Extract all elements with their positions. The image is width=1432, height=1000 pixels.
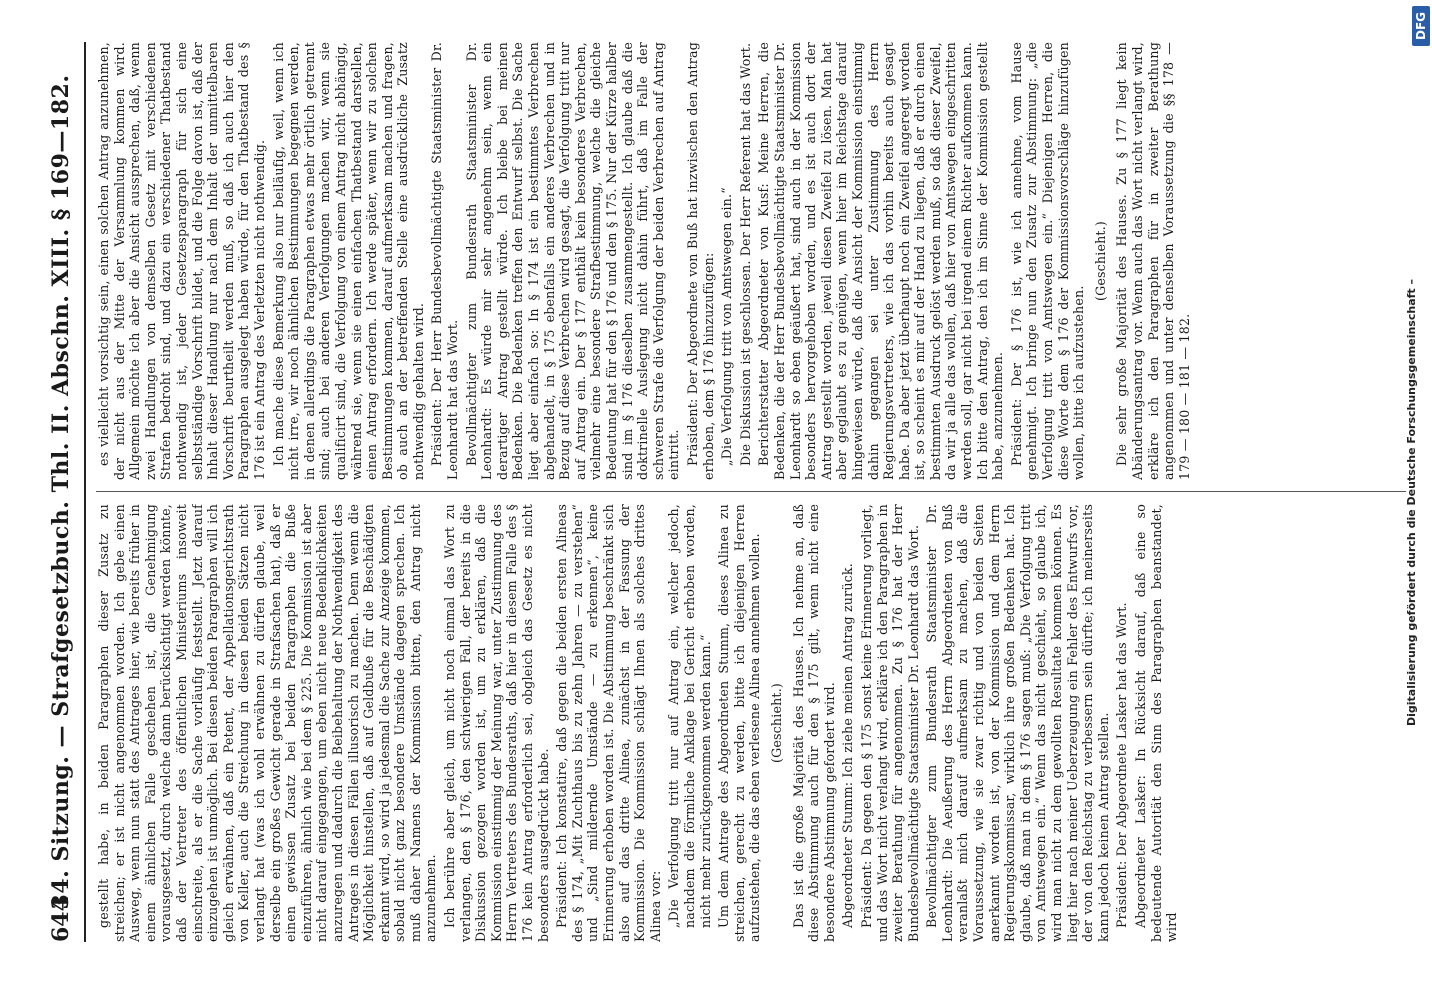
paragraph: es vielleicht vorsichtig sein, einen solchen Antrag anzunehmen, der nicht aus der Mitte der Versammlung kommen wird. Allgemein möchte ich aber die Ansicht aussprechen, daß, wenn zwei Handlungen von demselben Gesetz mit verschiedenen Strafen bedroht sind, und dazu ein verschiedener Thatbestand nothwendig ist, jeder Gesetzesparagraph für sich eine selbstständige Vorschrift bildet, und die Folge davon ist, daß der Inhalt dieser Handlung nur nach dem Inhalt der unmittelbaren Vorschrift beurtheilt werden muß, so daß ich auch hier den Paragraphen ausgelegt haben würde, für den Thatbestand des § 176 ist ein Antrag des Verletzten nicht nothwendig. — [96, 42, 267, 480]
column-divider — [96, 492, 1406, 493]
paragraph: Die Diskussion ist geschlossen. Der Herr Referent hat das Wort. — [737, 42, 753, 466]
quotation: „Die Verfolgung tritt nur auf Antrag ein, welcher jedoch, nachdem die förmliche Anklage bei Gericht erhoben worden, nicht mehr zurückgenommen werden kann.“ — [666, 504, 713, 928]
dfg-logo-text: DFG — [1414, 12, 1428, 41]
paragraph: Ich mache diese Bemerkung also nur beiläufig, weil, wenn ich nicht irre, wir noch ähnlichen Bestimmungen begegnen werden, in denen allerdings die Paragraphen etwas mehr örtlich getrennt sind; auch bei anderen Verfolgungen machen wir, wenn sie qualificirt sind, die Verfolgung von einem Antrag nicht abhängig, während sie, wenn sie einen einfachen Thatbestand darstellen, einen Antrag erfordern. Ich werde später, wenn wir zu solchen Bestimmungen kommen, darauf aufmerksam machen und fragen, ob auch an der betreffenden Stelle eine ausdrückliche Zusatz nothwendig gehalten wird. — [270, 42, 426, 480]
page-number: 644 — [48, 896, 74, 942]
watermark-text: Digitalisierung gefördert durch die Deutsche Forschungsgemeinschaft – — [1405, 279, 1418, 726]
paragraph: Präsident: Der § 176 ist, wie ich annehme, vom Hause genehmigt. Ich bringe nun den Zusatz zur Abstimmung: „die Verfolgung tritt von Amtswegen ein.“ Diejenigen Herren, die diese Worte dem § 176 der Kommissionsvorschläge hinzufügen wollen, bitte ich aufzustehen. — [1008, 42, 1087, 480]
paragraph: gestellt habe, in beiden Paragraphen dieser Zusatz zu streichen; er ist nicht angenommen worden. Ich gebe einen Ausweg, wenn nun statt des Antrages hier, wie bereits früher in einem ähnlichen Falle geschehen ist, die Genehmigung vorausgesetzt, durch welche dann berücksichtigt werden könnte, daß der Vertreter des öffentlichen Ministeriums insoweit einschreite, als er die Sache vorläufig feststellt. Jetzt darauf einzugehen ist unmöglich. Bei diesen beiden Paragraphen will ich gleich erwähnen, daß ein Petent, der Appellationsgerichtsrath von Keller, auch die Streichung in diesen beiden Sätzen nicht verlangt hat (was ich wohl erwähnen zu dürfen glaube, weil derselbe ein großes Gewicht gerade in Strafsachen hat), daß er einen gewissen Zusatz bei beiden Paragraphen die Buße einzuführen, ähnlich wie bei dem § 225. Die Kommission ist aber nicht darauf eingegangen, um eben nicht neue Bedenklichkeiten anzuregen und dadurch die Beibehaltung der Nothwendigkeit des Antrages in diesen Fällen illusorisch zu machen. Denn wenn die Möglichkeit hinstellen, daß auf Geldbuße für die Beschädigten erkannt wird, so wird ja jedesmal die Sache zur Anzeige kommen, sobald nicht ganz besondere Umstände dagegen sprechen. Ich muß daher Namens der Kommission bitten, den Antrag nicht anzunehmen. — [96, 504, 439, 942]
paragraph: Bevollmächtigter zum Bundesrath Staatsminister Dr. Leonhardt: Die Aeußerung des Herrn Abgeordneten von Buß veranlaßt mich darauf aufmerksam zu machen, daß die Voraussetzung, wie sie zwar richtig und von beiden Seiten anerkannt worden ist, von der Kommission und dem Herrn Regierungskommissar, wirklich ihre großen Bedenken hat. Ich glaube, daß man in dem § 176 sagen muß: „Die Verfolgung tritt von Amtswegen ein.“ Wenn das nicht geschieht, so glaube ich, wird man nicht zu dem gewollten Resultate kommen können. Es liegt hier nach meiner Ueberzeugung ein Fehler des Entwurfs vor, der von den Reichstag zu verbessern sein dürfte; ich meinerseits kann jedoch keinen Antrag stellen. — [924, 504, 1111, 942]
paragraph: Präsident: Ich konstatire, daß gegen die beiden ersten Alineas des § 174, „Mit Zuchthaus bis zu zehn Jahren — zu verstehen“ und „Sind mildernde Umstände — zu erkennen“, keine Erinnerung erhoben worden ist. Die Abstimmung beschränkt sich also auf das dritte Alinea, zunächst in der Fassung der Kommission. Die Kommission schlägt Ihnen als solches drittes Alinea vor: — [554, 504, 663, 942]
quotation: „Die Verfolgung tritt von Amtswegen ein.“ — [719, 187, 735, 466]
paragraph: Ich berühre aber gleich, um nicht noch einmal das Wort zu verlangen, den § 176, den schwierigen Fall, der bereits in die Diskussion gezogen worden ist, um zu erklären, daß die Kommission einstimmig der Meinung war, unter Zustimmung des Herrn Vertreters des Bundesraths, daß hier in diesem Falle des § 176 kein Antrag erforderlich sei, obgleich das Gesetz es nicht besonders ausgedrückt habe. — [442, 504, 551, 942]
paragraph: Abgeordneter Stumm: Ich ziehe meinen Antrag zurück. — [840, 563, 856, 928]
paragraph: Berichterstatter Abgeordneter von Kusf: Meine Herren, die Bedenken, die der Herr Bundesbevollmächtigte Staatsminister Dr. Leonhardt so eben geäußert hat, sind auch in der Kommission besonders hervorgehoben worden, und es ist auch dort der Antrag gestellt worden, jeweil diesen Zweifel zu lösen. Man hat aber geglaubt es zu genügen, wenn hier im Reichstage darauf hingewiesen würde, daß die Ansicht der Kommission einstimmig dahin gegangen sei unter Zustimmung des Herrn Regierungsvertreters, wie ich das vorhin bereits auch gesagt habe. Da aber jetzt überhaupt noch ein Zweifel angeregt worden ist, so scheint es mir auf der Hand zu liegen, daß er durch einen bestimmten Ausdruck gelöst werden muß, so daß dieser Zweifel, da wir ja alle das wollen, daß hier von Amtswegen eingeschritten werden soll, gar nicht bei irgend einem Richter aufkommen kann. Ich bitte den Antrag, den ich im Sinne der Kommission gestellt habe, anzunehmen. — [756, 42, 1006, 480]
digitization-watermark — [1392, 6, 1420, 994]
running-head: 34. Sitzung. — Strafgesetzbuch. Thl. II. Abschn. XIII. § 169—182. — [48, 74, 74, 910]
paragraph: Präsident: Der Abgeordnete von Buß hat inzwischen den Antrag erhoben, dem § 176 hinzuzufügen: — [684, 42, 716, 480]
paragraph: Das ist die große Majorität des Hauses. Ich nehme an, daß diese Abstimmung auch für den § 175 gilt, wenn nicht eine besondere Abstimmung gefordert wird. — [790, 504, 837, 942]
left-column — [96, 504, 1406, 942]
stage-direction: (Geschieht.) — [768, 682, 784, 764]
dfg-logo — [1412, 6, 1430, 46]
paragraph: Präsident: Da gegen den § 175 sonst keine Erinnerung vorliegt, und das Wort nicht verlangt wird, erkläre ich den Paragraphen in zweiter Berathung für angenommen. Zu § 176 hat der Herr Bundesbevollmächtigte Staatsminister Dr. Leonhardt das Wort. — [858, 504, 921, 942]
stage-direction: (Geschieht.) — [1092, 220, 1108, 302]
right-column — [96, 42, 1406, 480]
paragraph: Um dem Antrage des Abgeordneten Stumm, dieses Alinea zu streichen, gerecht zu werden, bitte ich diejenigen Herren aufzustehen, die das eben verlesene Alinea annehmen wollen. — [716, 504, 763, 942]
paragraph: Bevollmächtigter zum Bundesrath Staatsminister Dr. Leonhardt: Es würde mir sehr angenehm sein, wenn ein derartiger Antrag gestellt würde. Ich bleibe bei meinen Bedenken. Die Bedenken treffen den Entwurf selbst. Die Sache liegt aber einfach so: In § 174 ist ein bestimmtes Verbrechen abgehandelt, in § 175 ebenfalls ein anderes Verbrechen und in Bezug auf diese Verbrechen wird gesagt, die Verfolgung tritt nur auf Antrag ein. Der § 177 enthält kein besonderes Verbrechen, vielmehr eine besondere Strafbestimmung, welche die gleiche Bedeutung hat für den § 176 und den § 175. Nur der Kürze halber sind im § 176 dieselben zusammengestellt. Ich glaube daß die doktrinelle Auslegung nicht dahin führt, daß im Falle der schweren Strafe die Verfolgung der beiden Verbrechen auf Antrag eintritt. — [463, 42, 682, 480]
paragraph: Abgeordneter Lasker: In Rücksicht darauf, daß eine so bedeutende Autorität den Sinn des Paragraphen beanstandet, wird — [1133, 504, 1180, 942]
page-header — [40, 42, 86, 942]
paragraph: Die sehr große Majorität des Hauses. Zu § 177 liegt kein Abänderungsantrag vor. Wenn auch das Wort nicht verlangt wird, erkläre ich den Paragraphen für in zweiter Berathung angenommen und unter denselben Voraussetzung die §§ 178 — 179 — 180 — 181 — 182. — [1114, 42, 1192, 480]
text-columns — [96, 42, 1406, 942]
paragraph: Präsident: Der Herr Bundesbevollmächtigte Staatsminister Dr. Leonhardt hat das Wort. — [429, 42, 461, 480]
paragraph: Präsident: Der Abgeordnete Lasker hat das Wort. — [1114, 602, 1130, 928]
